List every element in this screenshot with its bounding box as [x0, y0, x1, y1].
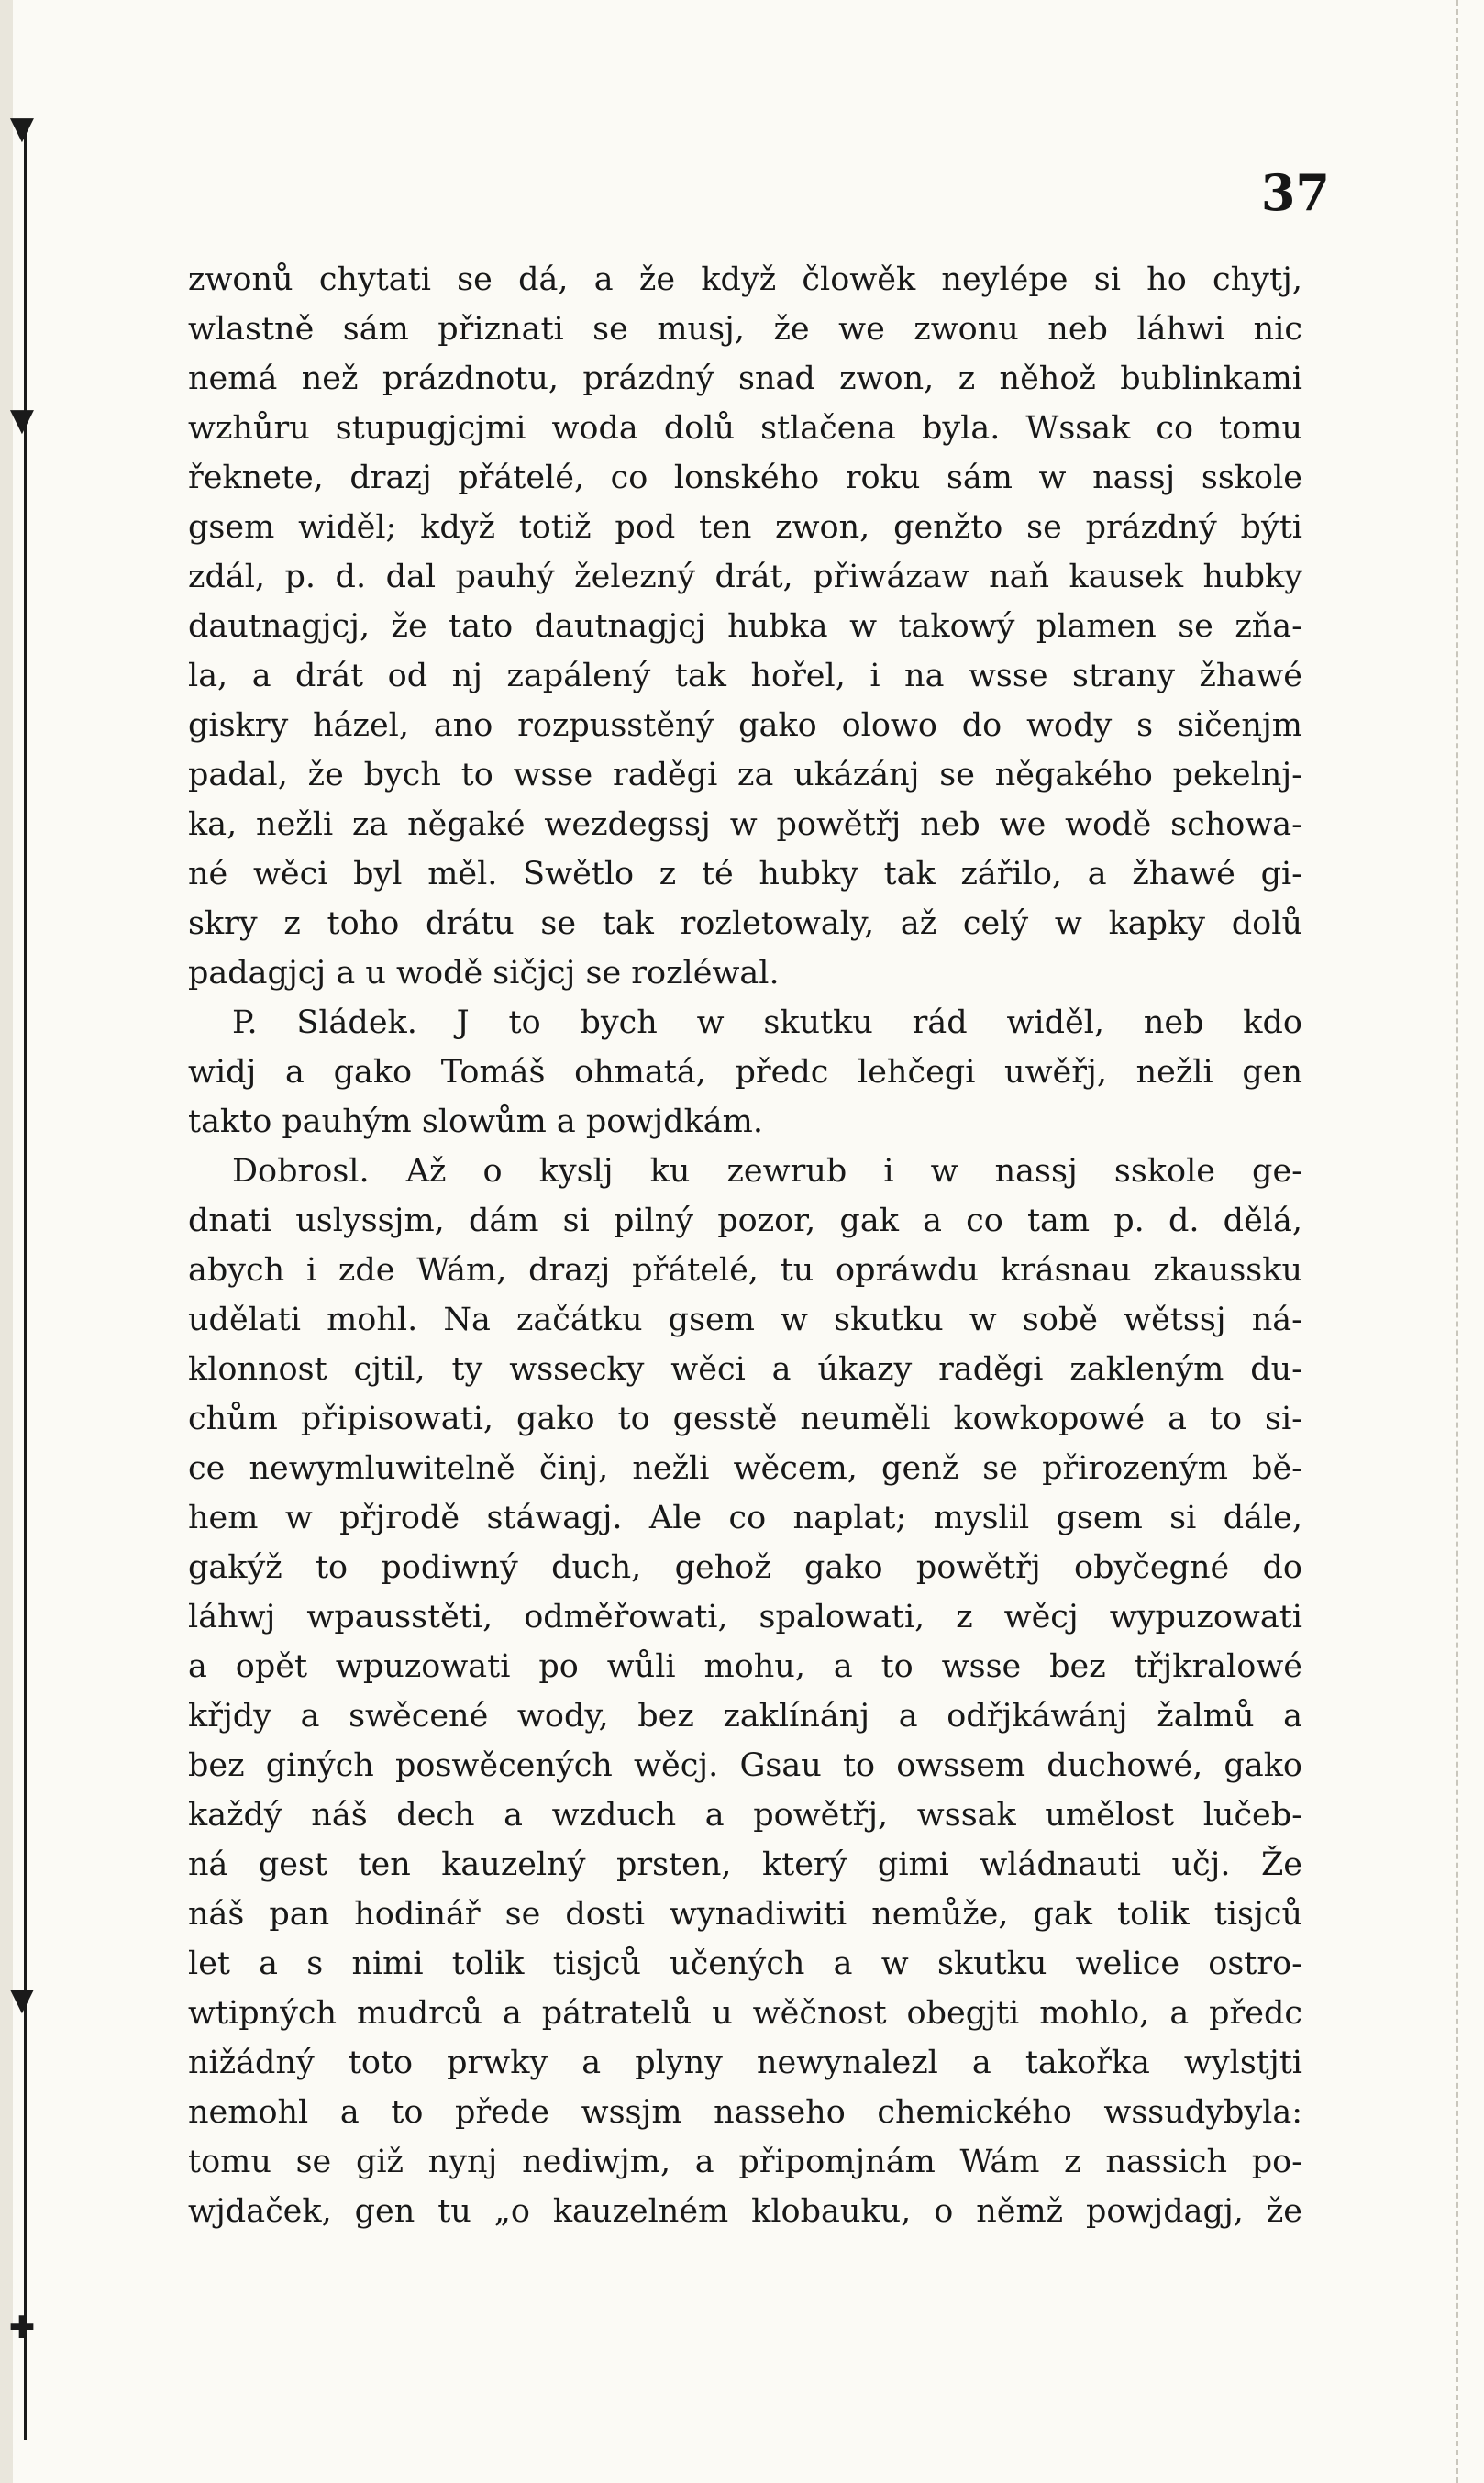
speech-line: ce newymluwitelně činj, nežli wěcem, genž se přirozeným bě- [188, 1450, 1302, 1487]
speech-line: dnati uslyssjm, dám si pilný pozor, gak a co tam p. d. dělá, [188, 1203, 1302, 1239]
speech-line: ná gest ten kauzelný prsten, který gimi wládnauti učj. Že [188, 1846, 1302, 1883]
speech-line: nižádný toto prwky a plyny newynalezl a takořka wylstjti [188, 2045, 1302, 2081]
speech-line: takto pauhým slowům a powjdkám. [188, 1103, 763, 1140]
speech-line: gakýž to podiwný duch, gehož gako powětřj obyčegné do [188, 1549, 1302, 1586]
speech-line: a opět wpuzowati po wůli mohu, a to wsse bez třjkralowé [188, 1648, 1302, 1685]
text-line: zwonů chytati se dá, a že když člowěk neylépe si ho chytj, [188, 261, 1302, 298]
text-line: zdál, p. d. dal pauhý železný drát, přiwázaw naň kausek hubky [188, 559, 1302, 595]
text-line: padal, že bych to wsse raděgi za ukázánj se něgakého pekelnj- [188, 757, 1302, 793]
text-line: né wěci byl měl. Swětlo z té hubky tak zářilo, a žhawé gi- [188, 856, 1302, 892]
speech-line: náš pan hodinář se dosti wynadiwiti nemůže, gak tolik tisjců [188, 1896, 1302, 1933]
text-line: ka, nežli za něgaké wezdegssj w powětřj neb we wodě schowa- [188, 806, 1302, 843]
body-text [188, 255, 1302, 2236]
binding-line [24, 128, 27, 2440]
text-line: dautnagjcj, že tato dautnagjcj hubka w takowý plamen se zňa- [188, 608, 1302, 645]
page-right-edge [1456, 0, 1484, 2483]
text-line: nemá než prázdnotu, prázdný snad zwon, z něhož bublinkami [188, 360, 1302, 397]
speech-line: chům připisowati, gako to gesstě neuměli kowkopowé a to si- [188, 1401, 1302, 1437]
speech-line: křjdy a swěcené wody, bez zaklínánj a odřjkáwánj žalmů a [188, 1698, 1302, 1735]
text-line: skry z toho drátu se tak rozletowaly, až celý w kapky dolů [188, 905, 1302, 942]
speech-line: nemohl a to přede wssjm nasseho chemického wssudybyla: [188, 2094, 1302, 2131]
binding-arrow-icon: ▼ [9, 402, 35, 438]
speech-line: Dobrosl. Až o kyslj ku zewrub i w nassj sskole ge- [232, 1153, 1302, 1190]
speech-line: abych i zde Wám, drazj přátelé, tu opráwdu krásnau zkaussku [188, 1252, 1302, 1289]
speech-line: wjdaček, gen tu „o kauzelném klobauku, o němž powjdagj, že [188, 2193, 1302, 2230]
speech-line: klonnost cjtil, ty wssecky wěci a úkazy raděgi zakleným du- [188, 1351, 1302, 1388]
binding-arrow-icon: ▼ [9, 110, 35, 147]
speech-line: láhwj wpausstěti, odměřowati, spalowati, z wěcj wypuzowati [188, 1599, 1302, 1635]
text-line: řeknete, drazj přátelé, co lonského roku sám w nassj sskole [188, 460, 1302, 496]
text-line: gsem widěl; když totiž pod ten zwon, genžto se prázdný býti [188, 509, 1302, 546]
speech-line: bez giných poswěcených wěcj. Gsau to owssem duchowé, gako [188, 1747, 1302, 1784]
binding-cross-icon: ✚ [8, 2310, 36, 2346]
page-left-edge [0, 0, 13, 2483]
text-line: wzhůru stupugjcjmi woda dolů stlačena byla. Wssak co tomu [188, 410, 1302, 447]
speech-line: wtipných mudrců a pátratelů u wěčnost obegjti mohlo, a předc [188, 1995, 1302, 2032]
text-line: giskry házel, ano rozpusstěný gako olowo do wody s sičenjm [188, 707, 1302, 744]
binding-arrow-icon: ▼ [9, 1981, 35, 2018]
speech-line: P. Sládek. J to bych w skutku rád widěl, neb kdo [232, 1004, 1302, 1041]
text-line: la, a drát od nj zapálený tak hořel, i na wsse strany žhawé [188, 658, 1302, 694]
speech-line: hem w přjrodě stáwagj. Ale co naplat; myslil gsem si dále, [188, 1500, 1302, 1536]
speech-line: tomu se giž nynj nediwjm, a připomjnám Wám z nassich po- [188, 2144, 1302, 2180]
page-number: 37 [1260, 163, 1330, 222]
text-line: wlastně sám přiznati se musj, že we zwonu neb láhwi nic [188, 311, 1302, 348]
speech-line: každý náš dech a wzduch a powětřj, wssak umělost lučeb- [188, 1797, 1302, 1834]
speech-line: let a s nimi tolik tisjců učených a w skutku welice ostro- [188, 1945, 1302, 1982]
text-line: padagjcj a u wodě sičjcj se rozléwal. [188, 955, 780, 992]
speech-line: udělati mohl. Na začátku gsem w skutku w sobě wětssj ná- [188, 1302, 1302, 1338]
speech-line: widj a gako Tomáš ohmatá, předc lehčegi uwěřj, nežli gen [188, 1054, 1302, 1091]
